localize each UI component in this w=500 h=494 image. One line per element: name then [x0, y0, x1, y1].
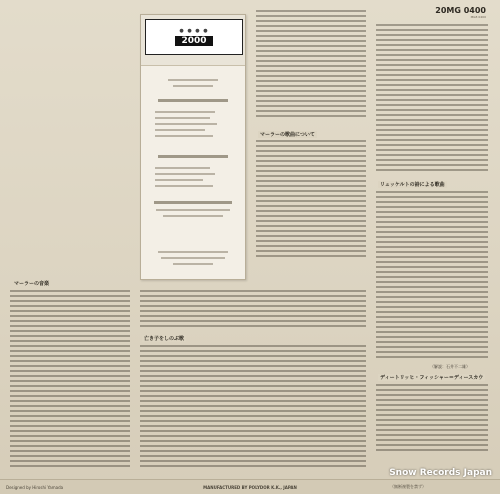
cover-text-line: [168, 79, 218, 81]
section-heading-mahler: マーラーの音楽: [14, 281, 50, 287]
album-cover-thumbnail: [140, 14, 246, 280]
text-column-upper-middle: [256, 10, 366, 120]
footer-copyright: （無断複製を禁ず）: [390, 484, 426, 489]
series-label: 2000: [175, 36, 212, 46]
text-column-bottom-middle: [140, 345, 366, 469]
section-heading-dead-children: 亡き子をしのぶ歌: [144, 336, 185, 342]
cover-performer-line: [154, 201, 232, 204]
catalog-block: [376, 6, 486, 19]
cover-text-line: [163, 215, 223, 217]
footer-bar: [0, 479, 500, 494]
cover-text-line: [155, 173, 215, 175]
cover-text-line: [155, 117, 210, 119]
cover-text-line: [158, 251, 228, 253]
section-heading-songs: マーラーの歌曲について: [260, 132, 315, 138]
footer-manufacturer: MANUFACTURED BY POLYDOR K.K., JAPAN: [203, 484, 297, 490]
cover-text-line: [155, 135, 213, 137]
text-column-right-lower: [376, 384, 488, 454]
footer-design-credit: Designed by Hiroshi Yamada: [6, 484, 64, 490]
cover-header-band: [141, 15, 245, 66]
cover-text-line: [173, 263, 213, 265]
credit-line: （解説：石井不二雄）: [430, 364, 470, 369]
text-column-left: [10, 290, 130, 468]
series-logo: [145, 19, 243, 55]
cover-text-line: [155, 123, 217, 125]
cover-text-line: [161, 257, 225, 259]
section-heading-rueckert: リュッケルトの詩による歌曲: [380, 182, 445, 188]
text-column-right-middle: [376, 191, 488, 361]
watermark: Snow Records Japan: [389, 468, 492, 478]
cover-title-line: [158, 99, 228, 102]
catalog-sub-number: MG8 0400: [470, 15, 486, 19]
cover-text-line: [155, 167, 210, 169]
logo-dots-icon: ● ● ● ●: [179, 28, 209, 34]
cover-text-line: [155, 185, 213, 187]
cover-text-line: [173, 85, 213, 87]
cover-title-line: [158, 155, 228, 158]
text-column-right-upper: [376, 24, 488, 174]
cover-text-line: [155, 129, 205, 131]
text-column-lower-middle: [140, 290, 366, 330]
cover-text-line: [156, 209, 230, 211]
catalog-number: 20MG 0400: [435, 6, 486, 15]
text-column-middle: [256, 140, 366, 260]
cover-text-line: [155, 179, 203, 181]
section-heading-fischer-dieskau: ディートリッヒ・フィッシャー＝ディースカウ: [380, 375, 484, 381]
cover-text-line: [155, 111, 215, 113]
